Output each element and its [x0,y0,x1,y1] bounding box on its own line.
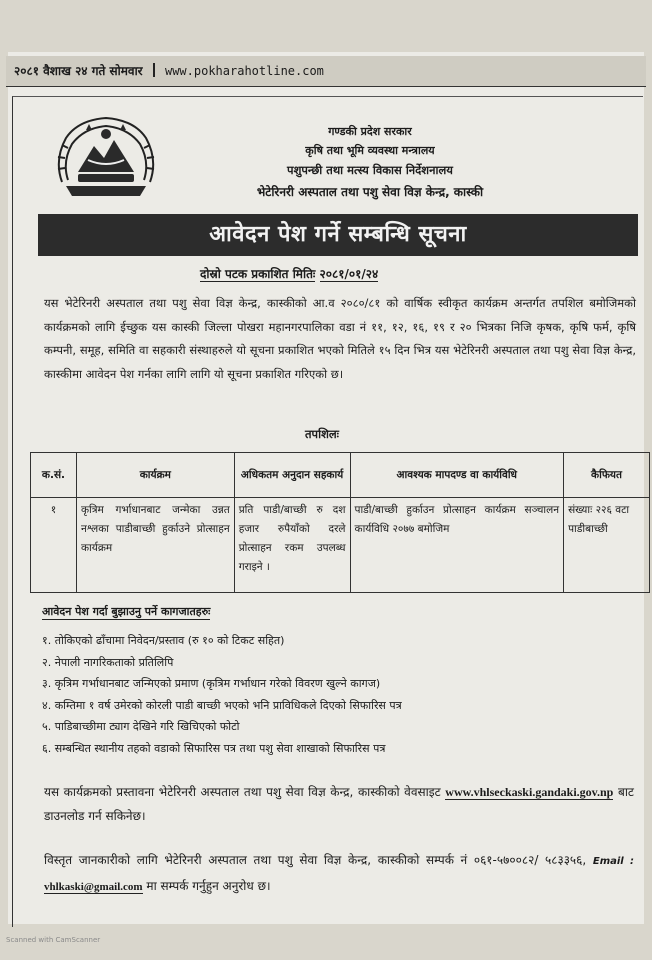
publication-label: दोस्रो पटक प्रकाशित मितिः [200,267,316,281]
cell-sn: १ [31,498,77,593]
required-documents [42,604,402,759]
details-heading: तपशिलः [305,427,340,441]
masthead-date: २०८१ वैशाख २४ गते सोमवार [14,64,143,78]
col-header-remarks: कैफियत [564,453,650,498]
list-item: ५. पाडिबाच्छीमा ट्याग देखिने गरि खिचिएको फोटो [42,720,240,733]
col-header-criteria: आवश्यक मापदण्ड वा कार्यविधि [350,453,564,498]
table-header-row [31,453,650,498]
contact-suffix: मा सम्पर्क गर्नुहुन अनुरोध छ। [146,879,271,893]
publication-date [200,265,530,282]
header-office: भेटेरिनरी अस्पताल तथा पशु सेवा विज्ञ केन्द्र, कास्की [256,185,484,199]
header-province: गण्डकी प्रदेश सरकार [328,125,412,138]
program-table [30,452,650,593]
col-header-grant: अधिकतम अनुदान सहकार्य [234,453,350,498]
list-item: ३. कृत्रिम गर्भाधानबाट जन्मिएको प्रमाण (कृत्रिम गर्भाधान गरेको विवरण खुल्ने कागज) [42,677,381,690]
website-link[interactable]: www.vhlseckaski.gandaki.gov.np [445,785,614,799]
cell-grant: प्रति पाडी/बाच्छी रु दश हजार रुपैयाँको दरले प्रोत्साहन रकम उपलब्ध गराइने । [234,498,350,593]
scanner-watermark: Scanned with CamScanner [6,936,101,944]
header-directorate: पशुपन्छी तथा मत्स्य विकास निर्देशनालय [287,163,453,177]
masthead [14,62,324,79]
documents-title: आवेदन पेश गर्दा बुझाउनु पर्ने कागजातहरुः [42,605,211,618]
publication-date-value: २०८१/०१/२४ [319,267,379,281]
masthead-url: www.pokharahotline.com [164,64,324,78]
download-note [44,780,634,828]
list-item: २. नेपाली नागरिकताको प्रतिलिपि [42,655,174,669]
col-header-sn: क.सं. [31,453,77,498]
cell-program: कृत्रिम गर्भाधानबाट जन्मेका उन्नत नश्लका पाडीबाच्छी हुर्काउने प्रोत्साहन कार्यक्रम [76,498,234,593]
government-emblem-icon [48,112,164,208]
list-item: १. तोकिएको ढाँचामा निवेदन/प्रस्ताव (रु १० को टिकट सहित) [42,634,285,647]
col-header-program: कार्यक्रम [76,453,234,498]
list-item: ४. कम्तिमा १ वर्ष उमेरको कोरली पाडी बाच्छी भएको भनि प्राविधिकले दिएको सिफारिस पत्र [42,698,402,712]
download-suffix: बाट डाउनलोड गर्न सकिनेछ। [44,785,634,823]
notice-title: आवेदन पेश गर्ने सम्बन्धि सूचना [38,214,638,256]
header-ministry: कृषि तथा भूमि व्यवस्था मन्त्रालय [305,144,435,157]
intro-paragraph: यस भेटेरिनरी अस्पताल तथा पशु सेवा विज्ञ केन्द्र, कास्कीको आ.व २०८०/८१ को वार्षिक स्वीकृत कार्यक्रम अन्तर्गत तपशिल बमोजिमको कार्यक्रमको लागि ईच्छुक यस कास्की जिल्ला पोखरा महानगरपालिका वडा नं ११, १२, १६, १९ र २० भित्रका निजि कृषक, कृषि फर्म, कृषि कम्पनी, समूह, समिति वा सहकारी संस्थाहरुले यो सूचना प्रकाशित भएको मितिले १५ दिन भित्र यस भेटेरिनरी अस्पताल तथा पशु सेवा विज्ञ केन्द्र, कास्कीमा आवेदन पेश गर्नका लागि लागि यो सूचना प्रकाशित गरिएको छ। [44,296,636,381]
cell-remarks: संख्याः २२६ वटा पाडीबाच्छी [564,498,650,593]
documents-list [42,630,402,759]
list-item: ६. सम्बन्धित स्थानीय तहको वडाको सिफारिस पत्र तथा पशु सेवा शाखाको सिफारिस पत्र [42,741,386,755]
masthead-separator [153,63,155,77]
contact-text: विस्तृत जानकारीको लागि भेटेरिनरी अस्पताल तथा पशु सेवा विज्ञ केन्द्र, कास्कीको सम्पर्क नं ०६१-५७००८२/ ५८३३५६, [44,853,587,867]
email-label: Email : [592,856,634,867]
email-link[interactable]: vhlkaski@gmail.com [44,881,143,893]
cell-criteria: पाडी/बाच्छी हुर्काउन प्रोत्साहन कार्यक्रम सञ्चालन कार्यविधि २०७७ बमोजिम [350,498,564,593]
contact-note [44,848,634,899]
download-text: यस कार्यक्रमको प्रस्तावना भेटेरिनरी अस्पताल तथा पशु सेवा विज्ञ केन्द्र, कास्कीको वेवसाइट [44,785,441,799]
table-row [31,498,650,593]
